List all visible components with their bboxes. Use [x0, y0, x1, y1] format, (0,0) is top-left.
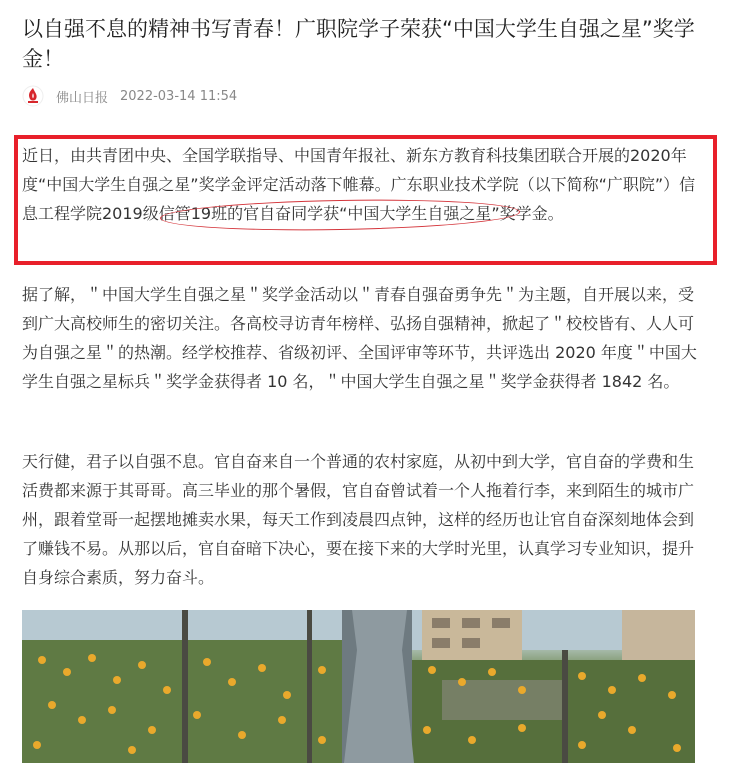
newspaper-logo-icon[interactable]: [22, 85, 44, 107]
article-meta: [22, 84, 237, 108]
article-source[interactable]: 佛山日报: [56, 90, 109, 106]
article-paragraph-2: 据了解，＂中国大学生自强之星＂奖学金活动以＂青春自强奋勇争先＂为主题，自开展以来，受到广大高校师生的密切关注。各高校寻访青年榜样、弘扬自强精神，掀起了＂校校皆有、人人可为自强之星＂的热潮。经学校推荐、省级初评、全国评审等环节，共评选出 2020 年度＂中国大学生自强之星标兵＂奖学金获得者 10 名，＂中国大学生自强之星＂奖学金获得者 1842 名。: [22, 285, 697, 391]
article-title: 以自强不息的精神书写青春！广职院学子荣获“中国大学生自强之星”奖学金！: [22, 17, 695, 71]
article-paragraph-3: 天行健，君子以自强不息。官自奋来自一个普通的农村家庭，从初中到大学，官自奋的学费和生活费都来源于其哥哥。高三毕业的那个暑假，官自奋曾试着一个人拖着行李，来到陌生的城市广州，跟着堂哥一起摆地摊卖水果，每天工作到凌晨四点钟，这样的经历也让官自奋深刻地体会到了赚钱不易。从那以后，官自奋暗下决心，要在接下来的大学时光里，认真学习专业知识，提升自身综合素质，努力奋斗。: [22, 452, 695, 587]
article-datetime: 2022-03-14 11:54: [120, 88, 238, 104]
article-photo: [22, 610, 695, 763]
article-paragraph-1: 近日，由共青团中央、全国学联指导、中国青年报社、新东方教育科技集团联合开展的2020年度“中国大学生自强之星”奖学金评定活动落下帷幕。广东职业技术学院（以下简称“广职院”）信息工程学院2019级信管19班的官自奋同学获“中国大学生自强之星”奖学金。: [22, 146, 696, 223]
